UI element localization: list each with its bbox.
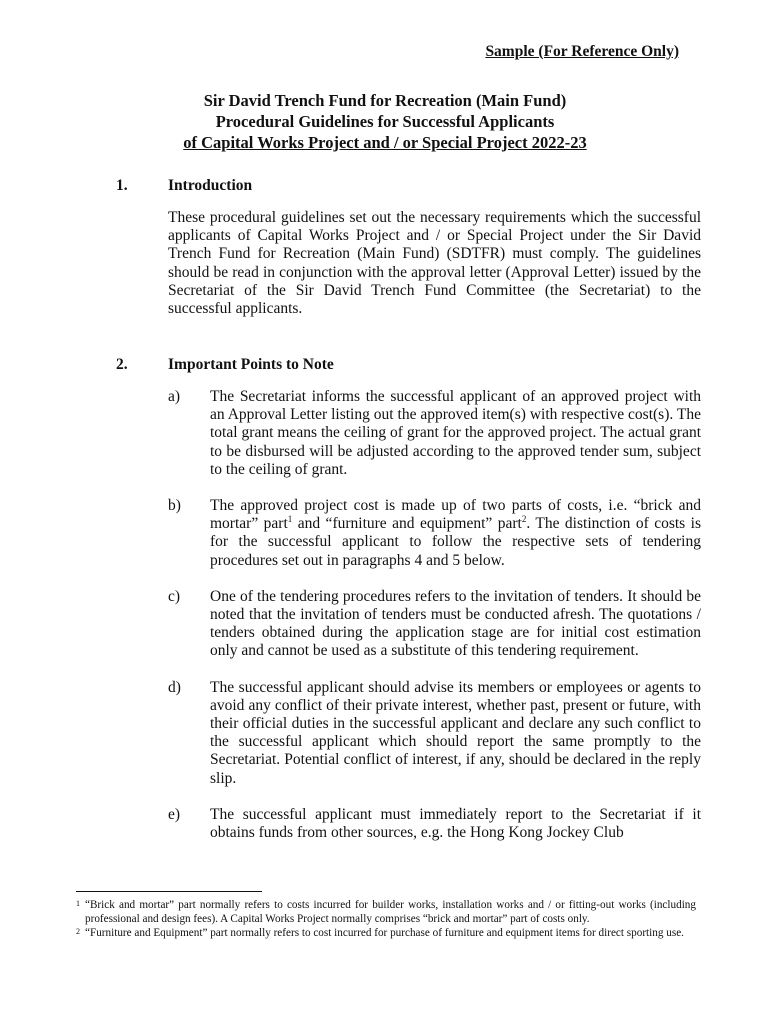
section-number: 1. [116,177,128,194]
list-item [168,679,701,788]
points-list [168,388,701,842]
footnote-text: “Brick and mortar” part normally refers to costs incurred for builder works, installation works and / or fitting-out works (including professional and design fees). A Capital Works Project normally comprises “brick and mortar” part of costs only. [85,899,696,925]
footnotes [76,899,696,942]
footnote-mark: 2 [76,927,80,936]
footnote-ref[interactable]: 2 [521,514,527,525]
list-item [168,806,701,842]
title-line-2: Procedural Guidelines for Successful Applicants [215,112,555,131]
list-item [168,497,701,570]
item-text-part: and “furniture and equipment” part [292,515,522,533]
item-text: The successful applicant must immediately report to the Secretariat if it obtains funds from other sources, e.g. the Hong Kong Jockey Club [210,805,701,842]
section-heading [116,356,701,374]
footnote-text: “Furniture and Equipment” part normally refers to cost incurred for purchase of furniture and equipment items for direct sporting use. [85,927,684,939]
section-important-points [116,356,701,860]
footnote-ref[interactable]: 1 [287,514,293,525]
item-text-part: . The distinction of costs is for the successful applicant to follow the respective sets of tendering procedures set out in paragraphs 4 and 5 below. [210,515,702,569]
section-title: Introduction [168,177,253,194]
footnote-divider [76,891,262,892]
section-number: 2. [116,356,128,373]
item-text: The Secretariat informs the successful applicant of an approved project with an Approval Letter listing out the approved item(s) with respective cost(s). The total grant means the ceiling of grant for the approved project. The actual grant to be disbursed will be adjusted according to the approved tender sum, subject to the ceiling of grant. [210,388,701,478]
title-line-3 [0,132,770,153]
document-title [0,90,770,153]
footnote-mark: 1 [76,899,80,908]
introduction-paragraph: These procedural guidelines set out the necessary requirements which the successful applicants of Capital Works Project and / or Special Project under the Sir David Trench Fund for Recreation (Main Fund) (SDTFR) must comply. The guidelines should be read in conjunction with the approval letter (Approval Letter) issued by the Secretariat of the Sir David Trench Fund Committee (the Secretariat) to the successful applicants. [168,209,701,318]
item-label: b) [168,497,181,515]
title-line-3-text: of Capital Works Project and / or Special Project 2022-23 [183,133,587,152]
section-introduction [116,177,701,318]
item-label: e) [168,805,181,823]
footnote [76,927,696,941]
footnote [76,899,696,926]
item-text-part: The approved project cost is made up of two parts of costs, i.e. “brick and mortar” part [210,497,701,533]
title-line-1: Sir David Trench Fund for Recreation (Main Fund) [203,91,567,110]
reference-note: Sample (For Reference Only) [485,43,679,60]
item-text: One of the tendering procedures refers to the invitation of tenders. It should be noted that the invitation of tenders must be conducted afresh. The quotations / tenders obtained during the application stage are for initial cost estimation only and cannot be used as a substitute of this tendering requirement. [210,587,701,660]
item-label: d) [168,678,181,696]
item-label: c) [168,587,181,605]
list-item [168,588,701,661]
item-text [210,497,701,570]
section-heading [116,177,701,195]
list-item [168,388,701,479]
section-title: Important Points to Note [168,356,334,373]
item-label: a) [168,388,181,405]
item-text: The successful applicant should advise its members or employees or agents to avoid any conflict of their private interest, whether past, present or future, with their official duties in the successful applicant and declare any such conflict to the successful applicant which should report the same promptly to the Secretariat. Potential conflict of interest, if any, should be declared in the reply slip. [210,678,701,787]
